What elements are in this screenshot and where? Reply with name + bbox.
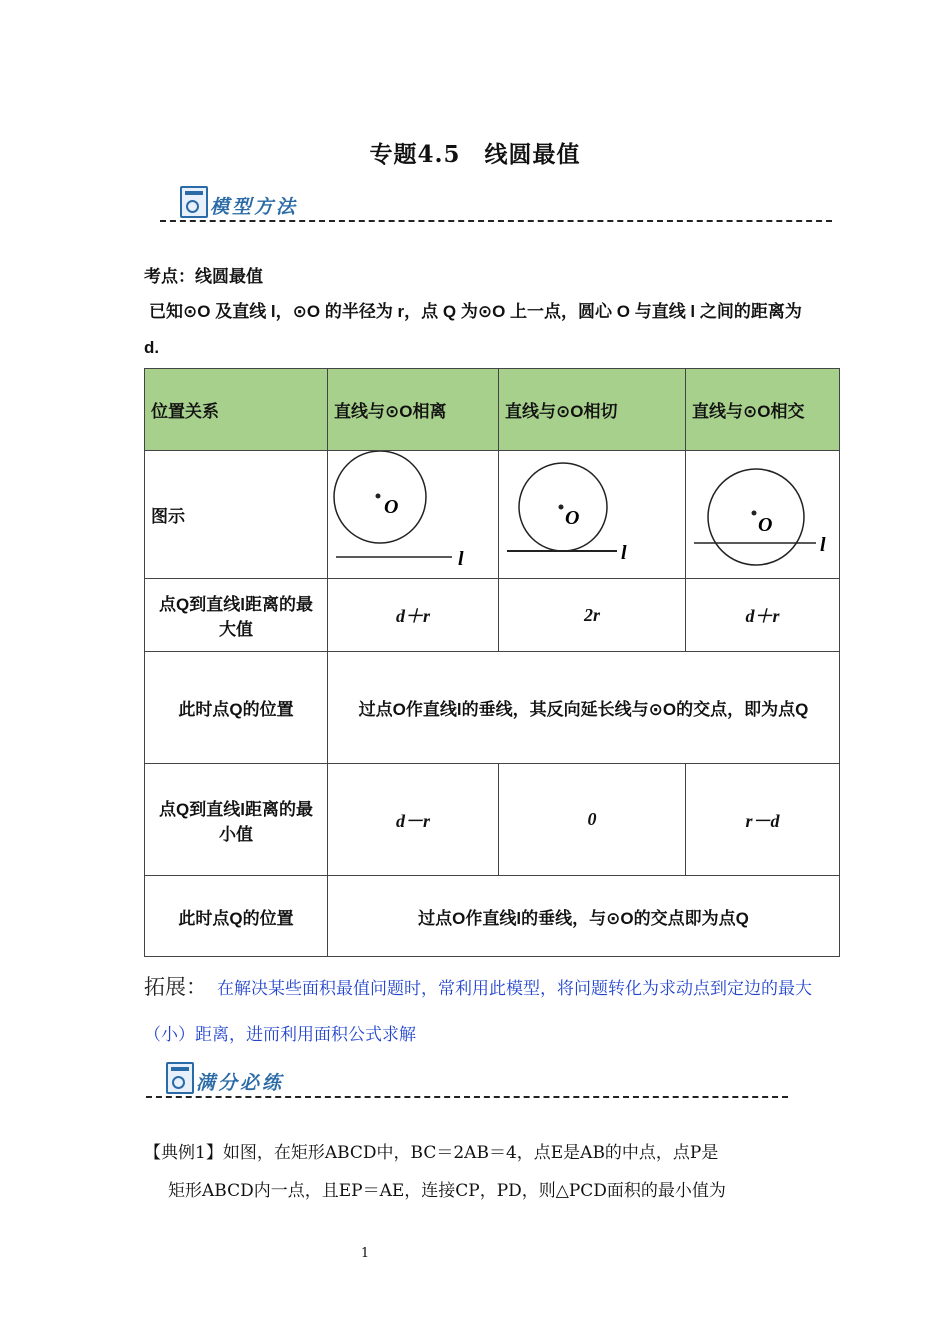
max-value-cell: d＋r: [686, 579, 840, 652]
line-label: l: [621, 542, 627, 564]
figure-cell-tangent: [499, 451, 686, 579]
extension-lead: 拓展：: [144, 975, 207, 999]
max-pos-value-cell: 过点O作直线l的垂线，其反向延长线与⊙O的交点，即为点Q: [328, 652, 840, 764]
table-row-min-position: [145, 876, 840, 957]
point-label: O: [758, 514, 773, 536]
min-pos-value-cell: 过点O作直线l的垂线，与⊙O的交点即为点Q: [328, 876, 840, 957]
section-header-practice: [144, 1062, 788, 1102]
extension-note: [144, 964, 824, 1058]
table-row-max: [145, 579, 840, 652]
section-label: 满分必练: [196, 1072, 285, 1094]
max-value-cell: d＋r: [328, 579, 499, 652]
max-label-cell: 点Q到直线l距离的最大值: [145, 579, 328, 652]
center-point: [559, 505, 564, 510]
intro-paragraph: 已知⊙O 及直线 l，⊙O 的半径为 r，点 Q 为⊙O 上一点，圆心 O 与直线 l 之间的距离为 d.: [144, 302, 802, 357]
max-value-cell: 2r: [499, 579, 686, 652]
center-point: [752, 511, 757, 516]
document-search-icon: [166, 1062, 194, 1094]
example-line: 矩形ABCD内一点，且EP＝AE，连接CP，PD，则△PCD面积的最小值为: [168, 1181, 726, 1201]
line-label: l: [458, 548, 464, 570]
dashed-divider: [160, 220, 832, 222]
document-search-icon: [180, 186, 208, 218]
center-point: [376, 494, 381, 499]
example-line: 【典例1】如图，在矩形ABCD中，BC＝2AB＝4，点E是AB的中点，点P是: [144, 1143, 719, 1163]
line-label: l: [820, 534, 826, 556]
table-row-max-position: [145, 652, 840, 764]
min-value-cell: d－r: [328, 764, 499, 876]
section-label: 模型方法: [210, 196, 299, 218]
table-row-min: [145, 764, 840, 876]
example-problem: [144, 1134, 814, 1210]
dashed-divider: [146, 1096, 788, 1098]
page-number: 1: [360, 1246, 370, 1261]
point-label: O: [565, 507, 580, 529]
section-header-model: [144, 186, 832, 226]
min-label-cell: 点Q到直线l距离的最小值: [145, 764, 328, 876]
diagram-tangent: [499, 451, 685, 573]
figure-cell-separate: [328, 451, 499, 579]
table-row-figures: [145, 451, 840, 579]
header-cell: 直线与⊙O相离: [328, 369, 499, 451]
diagram-intersect: [686, 451, 839, 573]
min-value-cell: r－d: [686, 764, 840, 876]
line-circle-table: [144, 368, 840, 957]
diagram-separate: [328, 451, 498, 573]
figure-label-cell: 图示: [145, 451, 328, 579]
circle-shape: [708, 469, 804, 565]
min-pos-label-cell: 此时点Q的位置: [145, 876, 328, 957]
table-header-row: [145, 369, 840, 451]
min-value-cell: 0: [499, 764, 686, 876]
header-cell: 位置关系: [145, 369, 328, 451]
page-title: 专题4.5 线圆最值: [369, 141, 581, 168]
extension-text: 在解决某些面积最值问题时，常利用此模型，将问题转化为求动点到定边的最大（小）距离，进而利用面积公式求解: [144, 979, 812, 1045]
kaodian-heading: 考点：线圆最值: [144, 267, 263, 286]
point-label: O: [384, 496, 399, 518]
max-pos-label-cell: 此时点Q的位置: [145, 652, 328, 764]
header-cell: 直线与⊙O相交: [686, 369, 840, 451]
figure-cell-intersect: [686, 451, 840, 579]
header-cell: 直线与⊙O相切: [499, 369, 686, 451]
